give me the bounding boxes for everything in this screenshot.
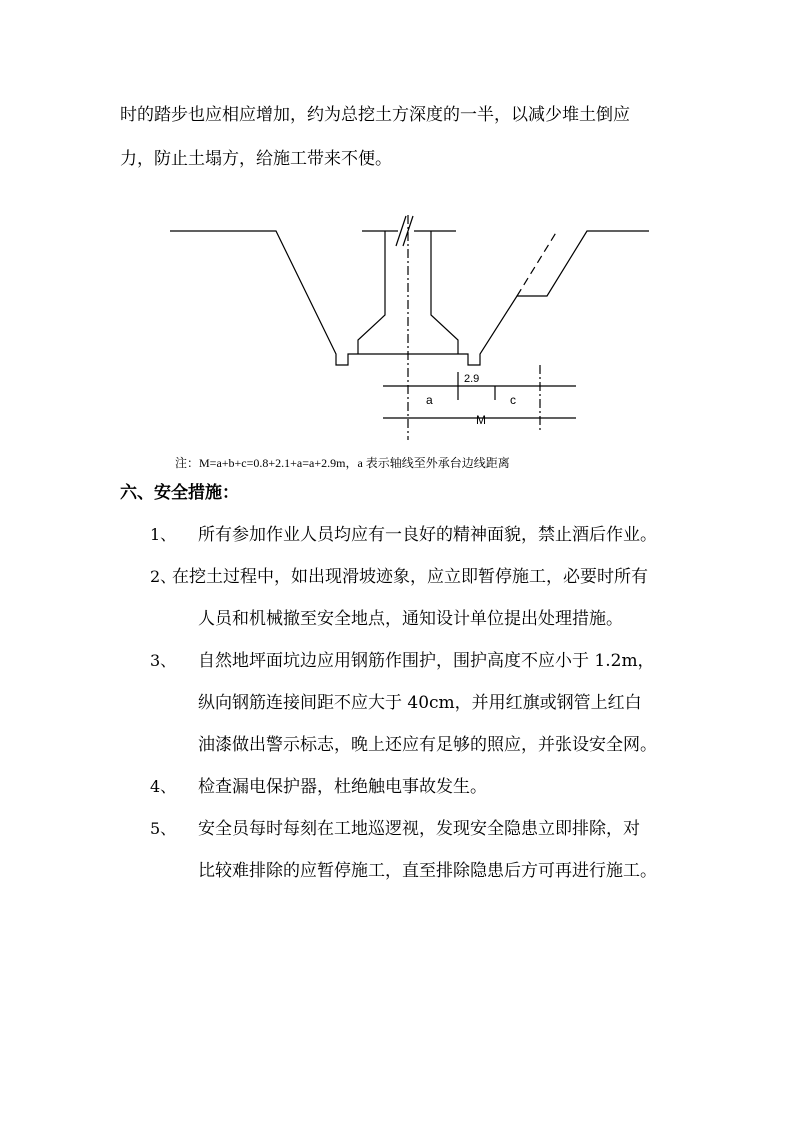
- column-right-outline: [431, 231, 458, 354]
- list-item-text: 检查漏电保护器，杜绝触电事故发生。: [198, 777, 487, 797]
- list-item-text: 自然地坪面坑边应用钢筋作围护，围护高度不应小于 1.2m，: [198, 651, 655, 671]
- list-item-text: 安全员每时每刻在工地巡逻视，发现安全隐患立即排除，对: [198, 819, 640, 839]
- diagram-note: 注：M=a+b+c=0.8+2.1+a=a+2.9m，a 表示轴线至外承台边线距离: [175, 456, 510, 470]
- list-item-number: 5、: [150, 819, 177, 838]
- list-item-text: 比较难排除的应暂停施工，直至排除隐患后方可再进行施工。: [198, 861, 657, 881]
- dim-label-m: M: [476, 413, 486, 427]
- list-item-text: 所有参加作业人员均应有一良好的精神面貌，禁止酒后作业。: [198, 525, 657, 545]
- column-left-outline: [358, 231, 385, 354]
- list-item-number: 1、: [150, 525, 177, 544]
- right-slope-line: [458, 231, 649, 365]
- dim-label-2-9: 2.9: [464, 373, 480, 385]
- list-item-number: 4、: [150, 777, 177, 796]
- list-item-number: 2、: [150, 567, 177, 586]
- list-item-text: 在挖土过程中，如出现滑坡迹象，应立即暂停施工，必要时所有: [172, 567, 648, 587]
- intro-line-2: 力，防止土塌方，给施工带来不便。: [120, 149, 392, 169]
- dim-label-c: c: [510, 393, 516, 407]
- right-slope-dashed: [517, 231, 557, 296]
- section-heading: 六、安全措施：: [120, 483, 239, 503]
- list-item-text: 油漆做出警示标志，晚上还应有足够的照应，并张设安全网。: [198, 735, 657, 755]
- intro-line-1: 时的踏步也应相应增加，约为总挖土方深度的一半，以减少堆土倒应: [120, 105, 630, 125]
- list-item-text: 人员和机械撤至安全地点，通知设计单位提出处理措施。: [198, 609, 623, 629]
- left-slope-line: [170, 231, 358, 365]
- list-item-text: 纵向钢筋连接间距不应大于 40cm，并用红旗或钢管上红白: [198, 693, 642, 713]
- list-item-number: 3、: [150, 651, 177, 670]
- dim-label-a: a: [426, 393, 433, 407]
